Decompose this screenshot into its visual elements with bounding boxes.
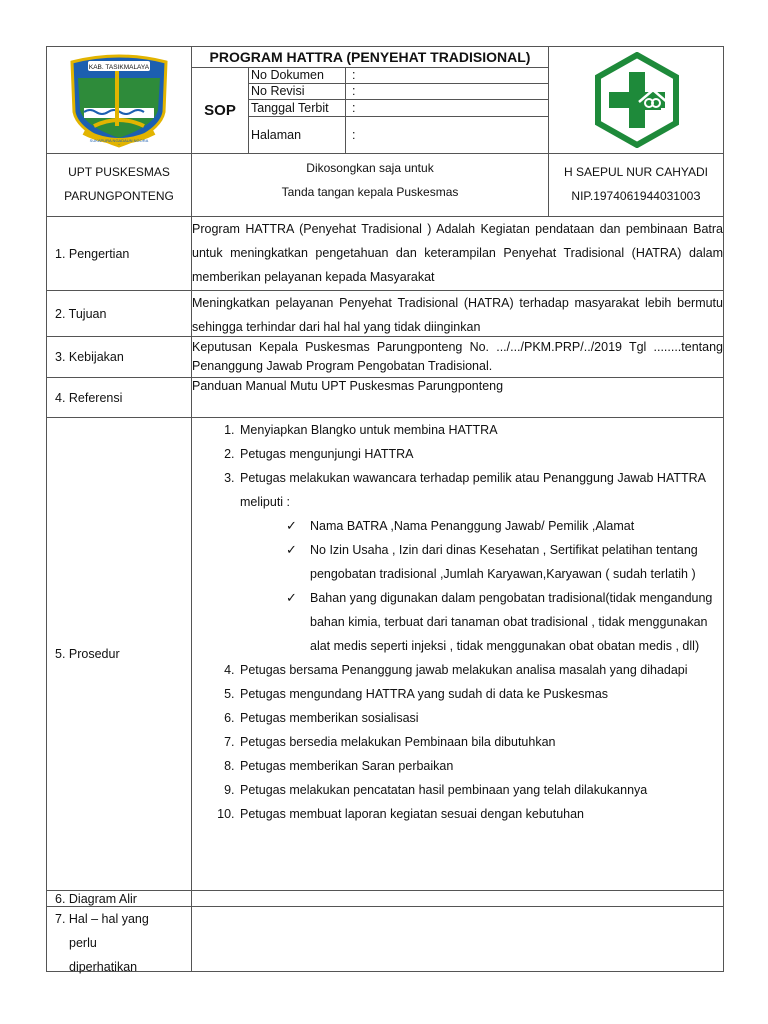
procedure-step: 8. Petugas memberikan Saran perbaikan xyxy=(238,754,723,778)
meta-value-halaman: : xyxy=(345,116,549,154)
checklist-text: No Izin Usaha , Izin dari dinas Kesehatan , Sertifikat pelatihan tentang pengobatan tradisional ,Jumlah Karyawan,Karyawan ( sudah terlatih ) xyxy=(310,543,698,581)
procedure-step: 5. Petugas mengundang HATTRA yang sudah di data ke Puskesmas xyxy=(238,682,723,706)
hal-line-3: diperhatikan xyxy=(69,960,138,974)
procedure-step: 9. Petugas melakukan pencatatan hasil pembinaan yang telah dilakukannya xyxy=(238,778,723,802)
content-prosedur xyxy=(191,417,724,891)
checklist-item xyxy=(286,538,723,586)
procedure-step: 4. Petugas bersama Penanggung jawab melakukan analisa masalah yang dihadapi xyxy=(238,658,723,682)
unit-line-2: PARUNGPONTENG xyxy=(64,189,174,203)
note-line-1: Dikosongkan saja untuk xyxy=(306,161,434,175)
label-hal-perhatian xyxy=(46,906,192,972)
logo-text-bottom: SUKAPURA NGADAUN NGORA xyxy=(89,138,149,143)
signatory xyxy=(548,153,724,217)
content-pengertian xyxy=(191,216,724,291)
text-referensi: Panduan Manual Mutu UPT Puskesmas Parungponteng xyxy=(192,379,504,393)
procedure-step-text: Petugas melakukan wawancara terhadap pemilik atau Penanggung Jawab HATTRA meliputi : xyxy=(240,471,706,509)
label-referensi: 4. Referensi xyxy=(46,377,192,418)
label-prosedur: 5. Prosedur xyxy=(46,417,192,891)
label-tujuan: 2. Tujuan xyxy=(46,290,192,337)
check-icon: ✓ xyxy=(286,542,297,557)
checklist-item xyxy=(286,514,723,538)
meta-value-no-dokumen: : xyxy=(345,67,549,84)
meta-key-halaman: Halaman xyxy=(248,116,346,154)
content-diagram-alir xyxy=(191,890,724,907)
checklist-item xyxy=(286,586,723,658)
label-kebijakan: 3. Kebijakan xyxy=(46,336,192,378)
hal-line-1: 7. Hal – hal yang xyxy=(55,912,149,926)
puskesmas-logo xyxy=(589,52,685,148)
checklist-text: Bahan yang digunakan dalam pengobatan tradisional(tidak mengandung bahan kimia, terbuat dari tanaman obat tradisional , tidak menggunakan alat medis seperti injeksi , tidak menggunakan obat obatan medis , dll) xyxy=(310,591,713,653)
procedure-step: 7. Petugas bersedia melakukan Pembinaan bila dibutuhkan xyxy=(238,730,723,754)
procedure-step: 10. Petugas membuat laporan kegiatan sesuai dengan kebutuhan xyxy=(238,802,723,826)
signatory-name: H SAEPUL NUR CAHYADI xyxy=(563,165,709,179)
procedure-step: 1. Menyiapkan Blangko untuk membina HATTRA xyxy=(238,418,723,442)
checklist xyxy=(240,514,723,658)
puskesmas-logo-cell xyxy=(548,46,724,154)
unit-line-1: UPT PUSKESMAS xyxy=(68,165,170,179)
meta-value-no-revisi: : xyxy=(345,83,549,100)
text-kebijakan: Keputusan Kepala Puskesmas Parungponteng No. .../.../PKM.PRP/../2019 Tgl ........tentang Penanggung Jawab Program Pengobatan Tradisional. xyxy=(192,340,723,373)
logo-text-top: KAB. TASIKMALAYA xyxy=(88,64,150,71)
content-kebijakan xyxy=(191,336,724,378)
content-referensi xyxy=(191,377,724,418)
procedure-step xyxy=(238,466,723,658)
meta-value-tanggal-terbit: : xyxy=(345,99,549,117)
procedure-step: 6. Petugas memberikan sosialisasi xyxy=(238,706,723,730)
sop-label: SOP xyxy=(191,67,249,154)
signatory-nip: NIP.197406194403100З xyxy=(571,189,701,203)
meta-key-no-dokumen: No Dokumen xyxy=(248,67,346,84)
check-icon: ✓ xyxy=(286,518,297,533)
check-icon: ✓ xyxy=(286,590,297,605)
document-title: PROGRAM HATTRA (PENYEHAT TRADISIONAL) xyxy=(191,46,549,68)
procedure-list xyxy=(192,418,723,826)
meta-key-no-revisi: No Revisi xyxy=(248,83,346,100)
meta-key-tanggal-terbit: Tanggal Terbit xyxy=(248,99,346,117)
content-hal-perhatian xyxy=(191,906,724,972)
tasikmalaya-logo xyxy=(64,52,174,148)
hal-line-2: perlu xyxy=(69,936,97,950)
signature-note xyxy=(191,153,549,217)
unit-name xyxy=(46,153,192,217)
label-pengertian: 1. Pengertian xyxy=(46,216,192,291)
text-pengertian: Program HATTRA (Penyehat Tradisional ) Adalah Kegiatan pendataan dan pembinaan Batra untuk meningkatkan pengetahuan dan keterampilan Penyehat Tradisional (HATRA) dalam memberikan pelayanan kepada Masyarakat xyxy=(192,222,723,284)
label-diagram-alir: 6. Diagram Alir xyxy=(46,890,192,907)
procedure-step: 2. Petugas mengunjungi HATTRA xyxy=(238,442,723,466)
logo-cell xyxy=(46,46,192,154)
text-tujuan: Meningkatkan pelayanan Penyehat Tradisional (HATRA) terhadap masyarakat lebih bermutu sehingga terhindar dari hal hal yang tidak diinginkan xyxy=(192,296,723,334)
checklist-text: Nama BATRA ,Nama Penanggung Jawab/ Pemilik ,Alamat xyxy=(310,519,635,533)
note-line-2: Tanda tangan kepala Puskesmas xyxy=(281,185,459,199)
content-tujuan xyxy=(191,290,724,337)
